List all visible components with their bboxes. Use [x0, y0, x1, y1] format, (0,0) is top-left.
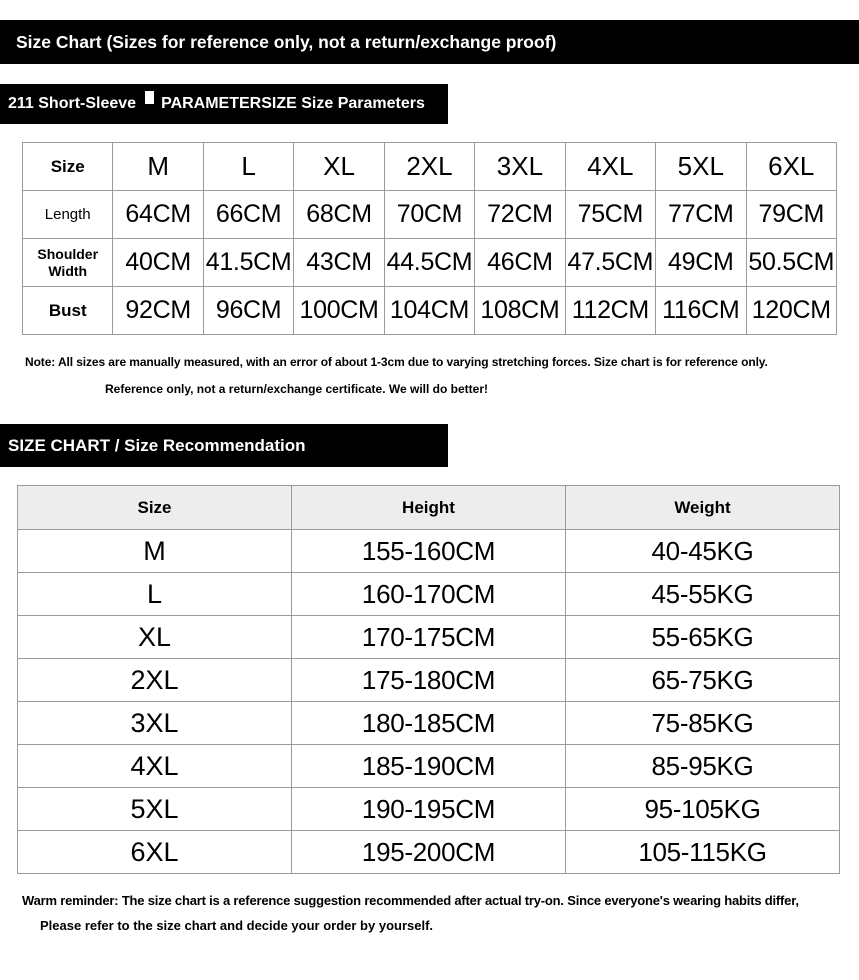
table-header-row [18, 486, 840, 530]
recommendation-section-banner [0, 424, 448, 467]
column-header: 3XL [475, 143, 565, 191]
table-cell: 116CM [656, 287, 746, 335]
table-row [18, 530, 840, 573]
weight-cell: 45-55KG [566, 573, 840, 616]
table-cell: 72CM [475, 191, 565, 239]
table-cell: 40CM [113, 239, 203, 287]
size-cell: 4XL [18, 745, 292, 788]
table-row [18, 616, 840, 659]
size-recommendation-table [17, 485, 840, 874]
reference-note: Reference only, not a return/exchange certificate. We will do better! [105, 382, 488, 396]
weight-cell: 85-95KG [566, 745, 840, 788]
table-cell: 120CM [746, 287, 837, 335]
size-cell: XL [18, 616, 292, 659]
table-row [18, 831, 840, 874]
warm-reminder-line1: Warm reminder: The size chart is a reference suggestion recommended after actual try-on. Since everyone's wearing habits differ, [22, 893, 799, 908]
parameters-section-banner [0, 84, 448, 124]
table-cell: 112CM [565, 287, 655, 335]
table-cell: 44.5CM [384, 239, 474, 287]
page-title: Size Chart (Sizes for reference only, not a return/exchange proof) [16, 31, 557, 52]
column-header: 5XL [656, 143, 746, 191]
table-cell: 92CM [113, 287, 203, 335]
column-header-size: Size [18, 486, 292, 530]
column-header-height: Height [292, 486, 566, 530]
column-header: XL [294, 143, 384, 191]
row-label: Shoulder Width [23, 239, 113, 287]
column-header: 4XL [565, 143, 655, 191]
banner-text: SIZE CHART / Size Recommendation [8, 435, 306, 455]
size-chart-page [0, 20, 859, 980]
table-row-shoulder-width [23, 239, 837, 287]
column-header: L [203, 143, 293, 191]
weight-cell: 65-75KG [566, 659, 840, 702]
size-cell: 5XL [18, 788, 292, 831]
table-cell: 75CM [565, 191, 655, 239]
table-row [18, 745, 840, 788]
table-cell: 43CM [294, 239, 384, 287]
table-cell: 108CM [475, 287, 565, 335]
height-cell: 155-160CM [292, 530, 566, 573]
weight-cell: 55-65KG [566, 616, 840, 659]
table-cell: 64CM [113, 191, 203, 239]
height-cell: 175-180CM [292, 659, 566, 702]
table-row [18, 702, 840, 745]
column-header-size: Size [23, 143, 113, 191]
weight-cell: 105-115KG [566, 831, 840, 874]
table-cell: 68CM [294, 191, 384, 239]
table-cell: 66CM [203, 191, 293, 239]
size-parameters-table [22, 142, 837, 335]
banner-text-right: PARAMETERSIZE Size Parameters [161, 95, 425, 112]
size-cell: L [18, 573, 292, 616]
table-cell: 50.5CM [746, 239, 837, 287]
weight-cell: 75-85KG [566, 702, 840, 745]
height-cell: 195-200CM [292, 831, 566, 874]
table-cell: 47.5CM [565, 239, 655, 287]
column-header: 6XL [746, 143, 837, 191]
column-header-weight: Weight [566, 486, 840, 530]
banner-text-left: 211 Short-Sleeve [8, 95, 137, 112]
height-cell: 185-190CM [292, 745, 566, 788]
table-cell: 41.5CM [203, 239, 293, 287]
column-header: M [113, 143, 203, 191]
table-cell: 70CM [384, 191, 474, 239]
height-cell: 190-195CM [292, 788, 566, 831]
table-cell: 100CM [294, 287, 384, 335]
table-cell: 79CM [746, 191, 837, 239]
table-header-row [23, 143, 837, 191]
table-cell: 96CM [203, 287, 293, 335]
main-title-banner [0, 20, 859, 64]
table-row-length [23, 191, 837, 239]
table-row [18, 788, 840, 831]
row-label: Length [23, 191, 113, 239]
weight-cell: 95-105KG [566, 788, 840, 831]
size-cell: M [18, 530, 292, 573]
table-cell: 77CM [656, 191, 746, 239]
table-cell: 104CM [384, 287, 474, 335]
warm-reminder-line2: Please refer to the size chart and decide your order by yourself. [40, 918, 434, 933]
table-row-bust [23, 287, 837, 335]
height-cell: 170-175CM [292, 616, 566, 659]
tofu-box-icon [145, 91, 154, 104]
row-label: Bust [23, 287, 113, 335]
height-cell: 160-170CM [292, 573, 566, 616]
size-cell: 2XL [18, 659, 292, 702]
size-cell: 3XL [18, 702, 292, 745]
table-cell: 46CM [475, 239, 565, 287]
size-cell: 6XL [18, 831, 292, 874]
column-header: 2XL [384, 143, 474, 191]
table-row [18, 659, 840, 702]
table-row [18, 573, 840, 616]
measurement-note: Note: All sizes are manually measured, with an error of about 1-3cm due to varying stretching forces. Size chart is for reference only. [25, 355, 768, 369]
height-cell: 180-185CM [292, 702, 566, 745]
table-cell: 49CM [656, 239, 746, 287]
weight-cell: 40-45KG [566, 530, 840, 573]
